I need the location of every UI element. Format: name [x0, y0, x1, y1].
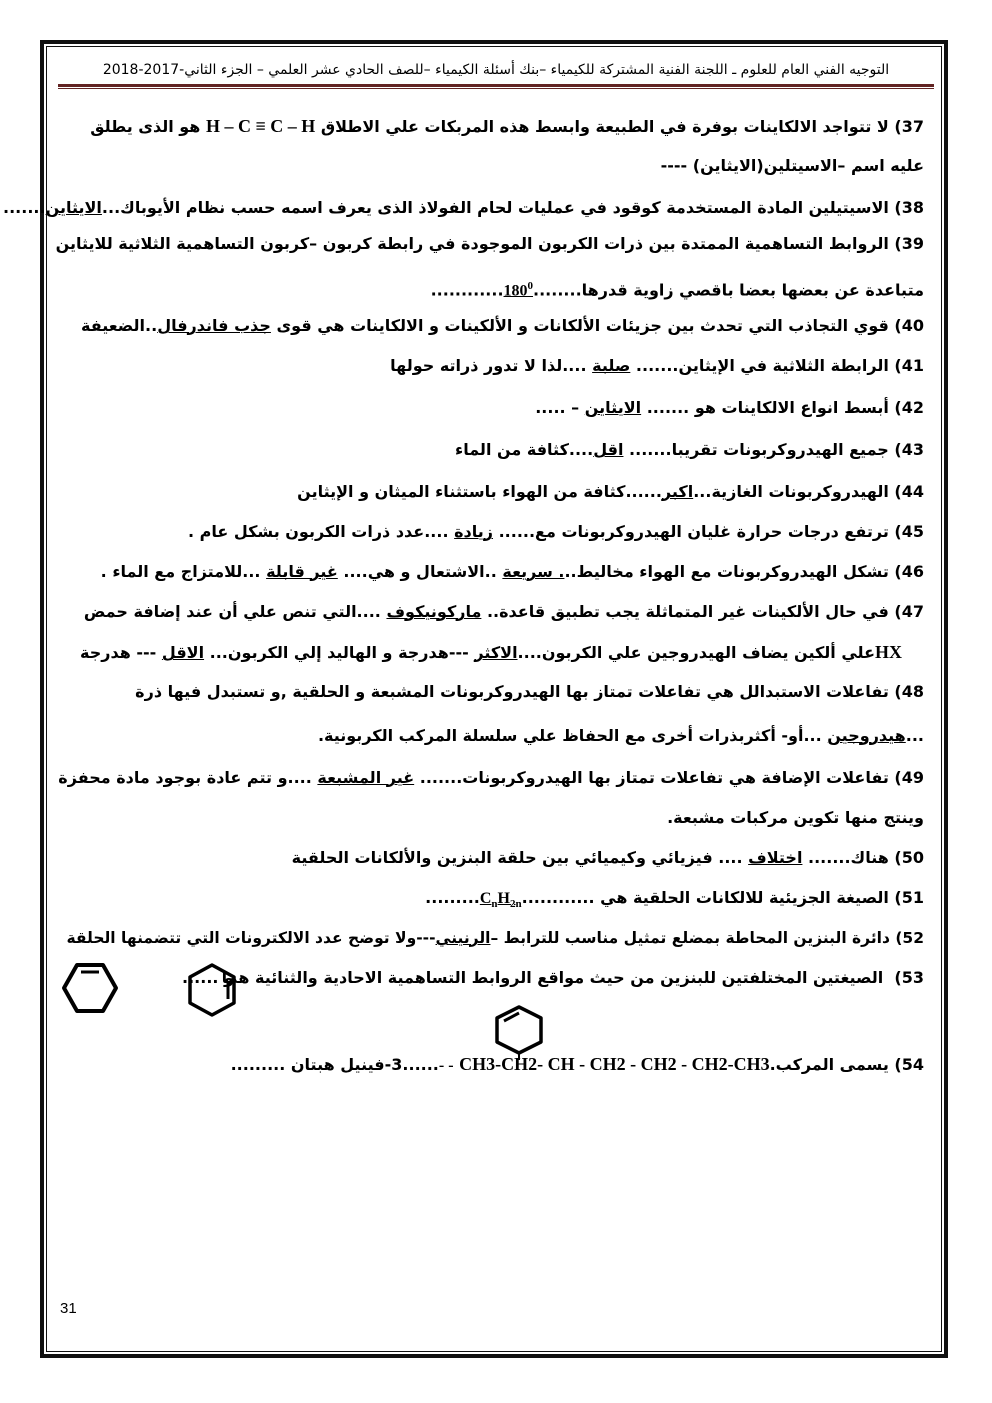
answer: . سريعة — [502, 562, 565, 581]
answer: الايثاين — [584, 398, 642, 417]
question-text: هناك....... — [808, 848, 889, 867]
question-text: علي ألكين يضاف الهيدروجين علي الكربون.... — [517, 643, 875, 662]
question-text: ---- — [660, 156, 688, 175]
question-text: ....عدد ذرات الكربون بشكل عام . — [187, 522, 449, 541]
answer: الايثاين — [45, 198, 102, 217]
question-number: 45) — [894, 522, 924, 541]
answer: هيدروجين — [827, 726, 906, 745]
answer: اقل — [593, 440, 624, 459]
question-number: 53) — [894, 968, 924, 987]
question-number: 47) — [894, 602, 924, 621]
answer — [504, 274, 534, 303]
question-47-line-1 — [64, 600, 924, 624]
answer: الاقل — [161, 643, 205, 662]
question-text: تفاعلات الإضافة هي تفاعلات تمتاز بها الهيدروكربونات....... — [419, 768, 889, 787]
question-49-line-2 — [64, 806, 924, 830]
question-number: 52) — [895, 929, 924, 947]
question-number: 54) — [894, 1055, 924, 1074]
question-number: 41) — [894, 356, 924, 375]
question-text: ....... — [3, 198, 46, 217]
question-number: 48) — [894, 682, 924, 701]
question-text: ---هدرجة و الهاليد إلي الكربون... — [209, 643, 469, 662]
page-number: 31 — [60, 1300, 77, 1317]
question-39-line-1 — [55, 232, 924, 256]
benzene-kekule-structure-1-icon — [60, 960, 120, 1016]
compound-formula: CH3-CH2- CH - CH2 - CH2 - CH2-CH3 — [459, 1054, 770, 1074]
answer: اكبر — [661, 482, 694, 501]
page-header: التوجيه الفني العام للعلوم ـ اللجنة الفنية المشتركة للكيمياء –بنك أسئلة الكيمياء –للصف الحادي عشر العلمي – الجزء الثاني-2017-2018 — [102, 62, 890, 78]
question-text: ...... — [402, 1055, 439, 1074]
answer: غير المشبعة — [317, 768, 415, 787]
question-53 — [221, 966, 924, 990]
question-number: 50) — [894, 848, 924, 867]
question-39-line-2 — [64, 274, 924, 303]
answer: الاكثر — [474, 643, 518, 662]
question-number: 39) — [894, 234, 924, 253]
question-number: 38) — [894, 198, 924, 217]
question-47-line-2 — [82, 640, 902, 665]
question-45 — [64, 520, 924, 544]
question-text: الرابطة الثلاثية في الإيثاين....... — [635, 356, 889, 375]
question-37-line-1 — [64, 114, 924, 139]
answer: الاسيتلين(الايثاين) — [692, 156, 838, 175]
question-text: هو الذى يطلق — [90, 117, 201, 136]
question-48-line-1 — [64, 680, 924, 704]
question-37-line-2 — [64, 154, 924, 178]
question-41 — [64, 354, 924, 378]
question-text: ....كثافة من الماء — [455, 440, 594, 459]
answer: ماركونيكوف — [386, 602, 482, 621]
question-50 — [64, 846, 924, 870]
answer: 3-فينيل هبتان — [290, 1055, 403, 1074]
answer: الرنيني — [435, 929, 491, 947]
question-text: ......... — [230, 1055, 286, 1074]
formula-part: C — [479, 890, 492, 907]
question-text: - - — [438, 1057, 454, 1074]
question-text: أبسط انواع الالكاينات هو ....... — [646, 398, 889, 417]
phenyl-ring-icon — [492, 1004, 546, 1056]
question-text: الهيدروكربونات الغازية... — [693, 482, 889, 501]
question-number: 49) — [894, 768, 924, 787]
question-number: 37) — [894, 117, 924, 136]
question-text: في حال الألكينات غير المتماثلة يجب تطبيق قاعدة.. — [486, 602, 889, 621]
question-text: الاسيتيلين المادة المستخدمة كوقود في عمليات لحام الفولاذ الذى يعرف اسمه حسب نظام الأيوباك... — [101, 198, 889, 217]
acetylene-formula: H – C ≡ C – H — [205, 116, 316, 136]
answer: اختلاف — [748, 848, 803, 867]
question-text: الصيغة الجزيئية للالكانات الحلقية هي ............ — [521, 888, 889, 907]
question-42 — [64, 396, 924, 420]
question-text: ..الاشتعال و هي.... — [343, 562, 497, 581]
question-text: لا تتواجد الالكاينات بوفرة في الطبيعة وابسط هذه المربكات علي الاطلاق — [320, 117, 889, 136]
question-text: .... فيزيائي وكيميائي بين حلقة البنزين والألكانات الحلقية — [291, 848, 743, 867]
question-text: تشكل الهيدروكربونات مع الهواء مخاليط.. — [564, 562, 889, 581]
question-text: ......... — [425, 888, 480, 907]
question-text: ---ولا توضح عدد الالكترونات التي تتضمنها الحلقة — [66, 929, 436, 947]
question-text: ......كثافة من الهواء باستثناء الميثان و الإيثاين — [297, 482, 662, 501]
answer: زيادة — [454, 522, 493, 541]
formula-part: H — [497, 890, 510, 907]
degree-mark: 0 — [527, 280, 534, 292]
question-text: ....التي تنص علي أن عند إضافة حمض — [83, 602, 381, 621]
header-rule — [58, 84, 934, 87]
question-text: – ..... — [535, 398, 580, 417]
question-54 — [64, 1052, 924, 1078]
question-text: متباعدة عن بعضها بعضا باقصي زاوية قدرها........ — [533, 280, 924, 300]
question-text: قوي التجاذب التي تحدث بين جزيئات الألكانات و الألكينات و الالكاينات هي قوى — [276, 316, 889, 335]
question-number: 40) — [894, 316, 924, 335]
question-text: وينتج منها تكوين مركبات مشبعة. — [667, 808, 924, 827]
question-number: 46) — [894, 562, 924, 581]
hx-formula: HX — [875, 642, 902, 662]
question-text: جميع الهيدروكربونات تقريبا....... — [629, 440, 889, 459]
question-number: 51) — [894, 888, 924, 907]
question-text: ...للامتزاج مع الماء . — [100, 562, 261, 581]
question-49-line-1 — [58, 766, 924, 790]
question-44 — [64, 480, 924, 504]
formula-subscript: n — [491, 898, 498, 911]
question-38 — [3, 196, 924, 220]
question-text: ... — [905, 726, 924, 745]
answer — [480, 887, 522, 916]
question-text: دائرة البنزين المحاطة بمضلع تمثيل مناسب للترابط – — [490, 929, 890, 947]
question-text: ...أو- أكثربذرات أخرى مع الحفاظ علي سلسلة المركب الكربونية. — [317, 726, 822, 745]
answer: غير قابلة — [266, 562, 338, 581]
question-number: 43) — [894, 440, 924, 459]
question-51 — [64, 886, 924, 916]
question-text: ....لذا لا تدور ذراته حولها — [390, 356, 587, 375]
header-rule-thin — [58, 88, 934, 89]
question-text: ..الضعيفة — [80, 316, 158, 335]
question-text: ............ — [430, 280, 504, 300]
question-text: عليه اسم – — [837, 156, 924, 175]
question-text: ....و تتم عادة بوجود مادة محفزة — [58, 768, 312, 787]
question-text: الصيغتين المختلفتين للبنزين من حيث مواقع الروابط التساهمية الاحادية والثنائية هما — [221, 968, 884, 987]
answer: جذب فاندرفال — [157, 316, 271, 335]
question-text: --- هدرجة — [80, 643, 157, 662]
answer-value: 180 — [503, 282, 528, 300]
formula-subscript: 2n — [510, 898, 522, 911]
question-text: تفاعلات الاستبدالل هي تفاعلات تمتاز بها الهيدروكربونات المشبعة و الحلقية ,و تستبدل فيها ذرة — [135, 682, 889, 701]
answer: صلبة — [592, 356, 631, 375]
question-text: الروابط التساهمية الممتدة بين ذرات الكربون الموجودة في رابطة كربون –كربون التساهمية الثلاثية للايثاين — [55, 234, 889, 253]
question-number: 42) — [894, 398, 924, 417]
question-40 — [64, 314, 924, 338]
question-text: يسمى المركب. — [769, 1055, 889, 1074]
benzene-kekule-structure-2-icon — [184, 962, 240, 1018]
question-text: و ...... — [182, 968, 234, 987]
question-46 — [64, 560, 924, 584]
question-text: ترتفع درجات حرارة غليان الهيدروكربونات مع...... — [498, 522, 889, 541]
question-43 — [64, 438, 924, 462]
question-number: 44) — [894, 482, 924, 501]
question-52 — [64, 926, 924, 950]
question-48-line-2 — [64, 724, 924, 748]
